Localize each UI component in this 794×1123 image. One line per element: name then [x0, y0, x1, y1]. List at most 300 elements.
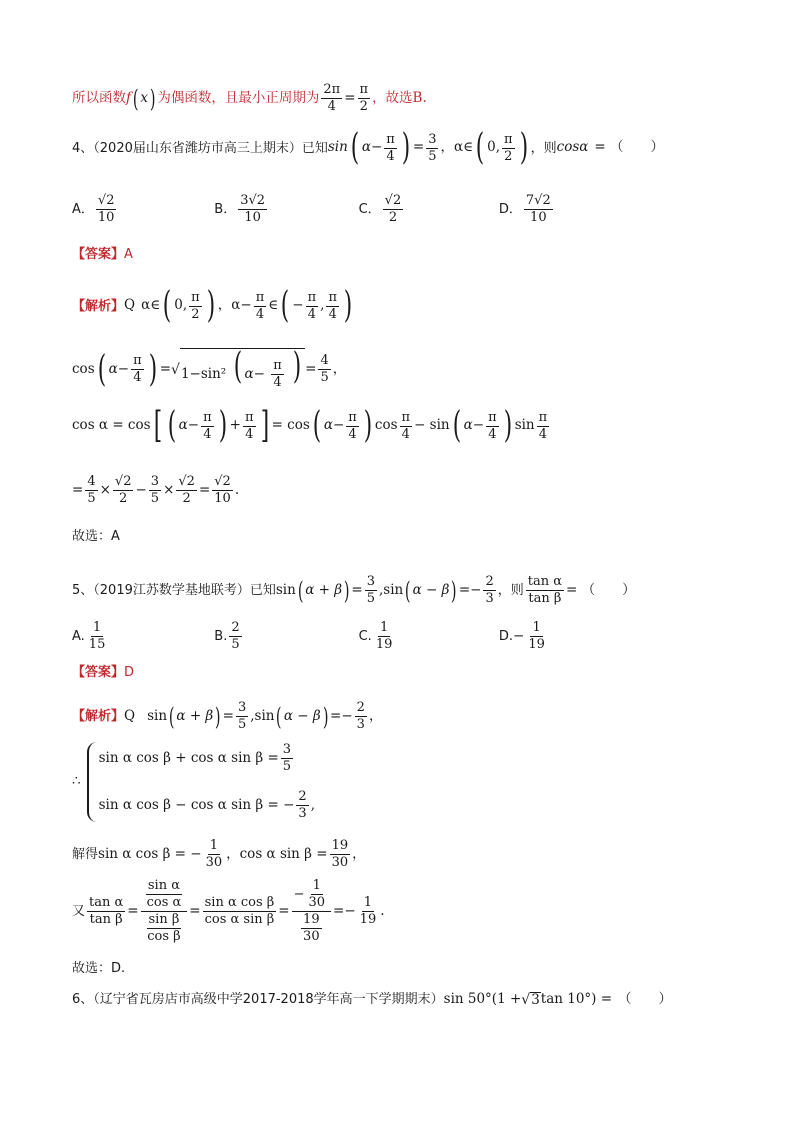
alpha: α [579, 139, 589, 156]
text: 0, [174, 297, 188, 314]
text: ，则 [530, 140, 557, 156]
denominator: 3 [356, 717, 365, 732]
equals: = [189, 902, 201, 919]
numerator: √2 [178, 474, 195, 489]
text: . [234, 481, 240, 498]
denominator: 15 [88, 637, 106, 652]
text: 解得 [72, 847, 99, 862]
text: 6、（辽宁省瓦房店市高级中学2017-2018学年高一下学期期末） [72, 992, 444, 1007]
equals: = [127, 902, 139, 919]
paren: ( [452, 405, 461, 446]
fraction [526, 574, 564, 607]
minus: − [187, 417, 200, 434]
numerator: π [359, 82, 369, 97]
denominator: 4 [203, 426, 212, 442]
paren: ( [163, 285, 172, 326]
option-d[interactable] [499, 620, 549, 653]
cos: cos [72, 360, 95, 377]
paren: ( [276, 702, 282, 731]
fraction [176, 474, 197, 507]
text: 5、（2019江苏数学基地联考）已知 [72, 583, 276, 598]
option-label: B. [214, 629, 228, 644]
numerator: sin α cos β [204, 895, 275, 910]
numerator: π [273, 358, 282, 373]
conclusion-line [72, 82, 427, 115]
fraction [281, 742, 293, 775]
question-4-analysis-3 [72, 405, 551, 446]
numerator: π [191, 289, 200, 305]
radical-sign: √ [171, 361, 180, 378]
paren: ) [519, 127, 528, 168]
denominator: 2 [359, 99, 368, 114]
fraction [254, 290, 267, 323]
equals: = [412, 139, 425, 156]
question-4-answer [72, 248, 133, 262]
numerator: π [504, 131, 513, 147]
text: 1−sin² [180, 366, 227, 382]
denominator: 5 [150, 491, 160, 506]
equals: = [351, 581, 363, 598]
option-label: D. [498, 629, 514, 644]
numerator: 3 [282, 742, 292, 757]
denominator: 4 [307, 306, 316, 322]
fraction [346, 410, 359, 443]
minus: − [344, 902, 356, 919]
fraction [189, 290, 202, 323]
question-6-stem [72, 992, 672, 1007]
fraction [243, 410, 256, 443]
fraction [486, 410, 499, 443]
denominator: 4 [386, 148, 395, 164]
sin: sin [275, 581, 296, 598]
numerator: π [401, 409, 411, 425]
fraction [203, 895, 277, 928]
fraction [149, 474, 161, 507]
question-5-ratio [72, 878, 385, 945]
numerator: 1 [532, 620, 541, 635]
numerator: π [386, 131, 395, 147]
numerator: 3 [150, 474, 160, 489]
fraction [212, 474, 233, 507]
numerator: π [328, 289, 337, 305]
option-a[interactable] [72, 620, 210, 653]
denominator: 5 [87, 491, 96, 506]
numerator: tan α [89, 895, 124, 910]
numerator: 2 [485, 574, 494, 589]
numerator: 19 [303, 912, 320, 927]
text: . [380, 902, 385, 919]
numerator: 3√2 [240, 193, 266, 208]
numerator: √2 [214, 474, 231, 489]
denominator [297, 912, 326, 945]
text: , [320, 297, 325, 314]
denominator: 5 [237, 717, 247, 732]
fraction [236, 700, 248, 733]
denominator: 2 [388, 210, 398, 225]
numerator: 1 [312, 878, 321, 893]
denominator: 10 [97, 210, 115, 225]
numerator: 2 [356, 700, 365, 715]
function-symbol: f [126, 89, 131, 106]
numerator: π [488, 409, 497, 425]
fraction [355, 700, 367, 733]
text: Q [124, 297, 136, 314]
equals: = [458, 581, 471, 598]
denominator: 3 [485, 591, 494, 606]
denominator: cos α [146, 895, 182, 910]
option-c[interactable] [359, 620, 495, 653]
minus: − [253, 366, 265, 382]
numerator: 2π [323, 82, 341, 97]
denominator: 5 [366, 591, 375, 606]
times: × [163, 481, 175, 498]
denominator: 30 [303, 929, 320, 944]
denominator: 4 [273, 375, 282, 390]
question-5-options [72, 620, 549, 653]
denominator: 10 [214, 491, 231, 506]
option-c[interactable] [359, 193, 495, 226]
equals: = [72, 481, 84, 498]
question-4-analysis-1 [72, 285, 355, 326]
equals: = [222, 707, 234, 724]
compound-fraction [141, 878, 188, 945]
text: tan 10°) = [540, 990, 613, 1007]
fraction [358, 895, 379, 928]
numerator: π [348, 409, 357, 425]
denominator: 5 [231, 637, 240, 652]
numerator: 1 [92, 620, 102, 635]
text: ， [368, 707, 383, 724]
denominator: 5 [428, 148, 437, 164]
numerator: π [133, 353, 142, 368]
fraction [483, 574, 495, 607]
question-5-system [72, 742, 315, 822]
bracket: ] [260, 405, 269, 446]
numerator: √2 [97, 193, 115, 208]
cos: cos [556, 139, 580, 156]
text: ，α− [217, 297, 252, 314]
numerator: π [307, 289, 317, 305]
question-4-analysis-2 [72, 348, 346, 391]
equals: = [330, 707, 342, 724]
option-label: C． [358, 202, 381, 217]
text: sin α cos β − cos α sin β = − [98, 796, 295, 813]
numerator: 4 [87, 474, 96, 489]
denominator: 10 [244, 210, 261, 225]
text: 4、（2020届山东省潍坊市高三上期末）已知 [72, 140, 328, 156]
option-label: C. [358, 629, 372, 644]
numerator: 7√2 [525, 193, 551, 208]
paren: ( [281, 285, 290, 326]
fraction [383, 193, 404, 226]
alpha-plus-beta: α + β [305, 581, 343, 598]
option-label: A． [72, 202, 94, 217]
denominator: 4 [245, 426, 254, 442]
fraction [201, 410, 214, 443]
paren: ) [218, 405, 227, 446]
answer-tag: 【答案】 [72, 247, 125, 262]
denominator: 30 [308, 895, 326, 910]
text: ， [332, 360, 347, 377]
fraction [384, 132, 397, 165]
numerator [292, 878, 331, 912]
sin: sin [147, 707, 168, 724]
numerator: 3 [237, 700, 247, 715]
denominator: 4 [255, 306, 265, 322]
numerator: √2 [114, 474, 132, 489]
alpha: α [361, 139, 371, 156]
paren: ) [215, 702, 221, 731]
times: × [99, 481, 111, 498]
alpha-plus-beta: α + β [176, 707, 214, 724]
minus: − [293, 886, 305, 902]
text: ，α∈ [440, 139, 474, 156]
option-a[interactable] [72, 193, 210, 226]
fraction [229, 620, 241, 653]
fraction [502, 132, 515, 165]
fraction [330, 838, 351, 871]
text: 为偶函数，且最小正周期为 [157, 89, 320, 106]
minus: − [472, 417, 485, 434]
paren: ) [363, 405, 373, 446]
text: sin α cos β + cos α sin β = [98, 749, 279, 766]
numerator: 4 [320, 353, 329, 368]
denominator: 2 [119, 491, 128, 506]
fraction [426, 132, 438, 165]
question-4-options [72, 193, 555, 226]
fraction [358, 82, 371, 115]
fraction [87, 620, 108, 653]
paren: ) [292, 346, 302, 387]
cos: cos [374, 417, 398, 434]
alpha: α [178, 417, 188, 434]
denominator [141, 912, 186, 945]
fraction [271, 358, 284, 391]
numerator: sin α [147, 878, 180, 893]
numerator: √2 [384, 193, 402, 208]
question-4-choose: 故选：A [72, 529, 120, 544]
bracket: [ [153, 405, 162, 446]
text: 所以函数 [72, 89, 126, 106]
fraction [374, 620, 395, 653]
option-b[interactable] [214, 193, 354, 226]
fraction [85, 474, 97, 507]
alpha: α [323, 417, 333, 434]
denominator: 4 [133, 370, 142, 385]
alpha: α [463, 417, 473, 434]
denominator: cos α sin β [204, 912, 275, 927]
denominator: 10 [530, 210, 547, 225]
paren: ( [97, 348, 106, 390]
numerator: 1 [209, 838, 218, 853]
fraction [321, 82, 342, 115]
minus: − [117, 360, 130, 377]
question-5-answer [72, 666, 134, 680]
denominator: 4 [328, 306, 337, 322]
denominator: 5 [320, 370, 329, 385]
minus: − [470, 581, 482, 598]
paren: ( [350, 127, 360, 168]
paren: ( [475, 127, 485, 168]
denominator: 4 [348, 426, 357, 442]
paren: ) [148, 348, 157, 390]
text: ， [226, 845, 240, 862]
fraction [296, 789, 308, 822]
text: ， [352, 845, 366, 862]
fraction [96, 193, 117, 226]
alpha: α [244, 366, 254, 382]
paren: ) [206, 285, 215, 326]
radicand: 3 [531, 992, 540, 1008]
answer-value: A [124, 247, 133, 262]
text: ，故选B. [372, 89, 427, 106]
numerator: π [203, 409, 212, 425]
minus: − [341, 707, 353, 724]
var-x: x [140, 89, 148, 106]
text: sin 50°(1 + [443, 990, 522, 1007]
paren: ( [167, 405, 176, 446]
fraction [204, 838, 225, 871]
minus: − [135, 481, 147, 498]
alpha-minus-beta: α − β [283, 707, 321, 724]
minus: − [332, 417, 345, 434]
text: cos α sin β = [239, 845, 328, 862]
text: = （ ） [594, 139, 665, 156]
equals: = [278, 902, 290, 919]
numerator [141, 878, 188, 912]
denominator: 30 [331, 855, 349, 870]
text: ∈ [268, 297, 279, 314]
plus: + [229, 417, 241, 434]
text: = cos [271, 417, 310, 434]
denominator: 4 [327, 99, 336, 114]
numerator: π [255, 289, 265, 305]
numerator: 2 [231, 620, 240, 635]
denominator: 2 [191, 306, 200, 322]
equals: = [333, 902, 345, 919]
denominator: 5 [282, 759, 292, 774]
question-4-analysis-4 [72, 474, 239, 507]
paren: ) [149, 84, 156, 113]
numerator: 1 [379, 620, 389, 635]
text: = （ ） [566, 581, 636, 598]
fraction [326, 290, 339, 323]
paren: ) [451, 576, 457, 605]
option-label: D． [498, 202, 522, 217]
text: − sin [414, 417, 450, 434]
radical-sign: √ [521, 991, 531, 1008]
paren: ) [343, 576, 350, 605]
question-4-stem [72, 127, 665, 168]
denominator: tan β [89, 912, 123, 927]
answer-tag: 【答案】 [72, 665, 125, 680]
equals: = [305, 360, 317, 377]
equals: = [344, 89, 356, 106]
alpha: α [108, 360, 118, 377]
denominator: 2 [182, 491, 191, 506]
denominator: cos β [147, 929, 181, 944]
fraction [238, 193, 267, 226]
minus: − [370, 139, 383, 156]
option-b[interactable] [214, 620, 354, 653]
option-label: A. [72, 629, 85, 644]
denominator: 4 [401, 426, 410, 442]
analysis-tag: 【解析】 [72, 298, 125, 314]
question-5-choose: 故选：D. [72, 961, 126, 976]
option-d[interactable] [499, 193, 555, 226]
text: sin α cos β = − [98, 845, 202, 862]
answer-value: D [124, 665, 135, 680]
numerator: π [244, 409, 254, 425]
equals: = [159, 360, 172, 377]
denominator: 4 [488, 426, 497, 442]
denominator: 19 [359, 912, 377, 927]
denominator: 19 [375, 637, 393, 652]
denominator: 2 [504, 148, 513, 164]
sign: − [513, 627, 525, 644]
paren: ) [343, 285, 353, 326]
denominator: 30 [205, 855, 223, 870]
fraction [306, 290, 319, 323]
text: α∈ [141, 297, 161, 314]
question-5-stem: 5、（2019江苏数学基地联考）已知 sin ( α + β ) = $\frac{3}{5}$ , sin ( α − β ) = − $\frac{2}{3}$ ，则 $\frac{\text{tan α}}{\text{tan β}}$ = （ ） [72, 574, 636, 606]
denominator: tan β [528, 591, 562, 606]
text: （ ） [618, 990, 673, 1007]
fraction [526, 620, 547, 653]
alpha-minus-beta: α − β [412, 581, 450, 598]
equation-system: sin α cos β + cos α sin β = $\frac{3}{5}$ sin α cos β − cos α sin β = − $\frac{2}{3}$ , [87, 742, 315, 822]
question-5-analysis-1: 【解析】 Q sin ( α + β ) = $\frac{3}{5}$ , sin ( α − β ) = − $\frac{2}{3}$ ， [72, 700, 383, 732]
text: 0, [487, 139, 501, 156]
compound-fraction [292, 878, 331, 945]
numerator: π [538, 409, 548, 425]
question-5-solve [72, 838, 366, 871]
paren: ( [132, 84, 139, 113]
fraction [365, 574, 377, 607]
text: cos α = cos [72, 417, 151, 434]
numerator: tan α [527, 574, 562, 589]
text: 又 [72, 904, 86, 919]
sin: sin [383, 581, 404, 598]
analysis-tag: 【解析】 [72, 709, 125, 724]
paren: ( [297, 576, 304, 605]
paren: ) [401, 127, 411, 168]
equals: = [198, 481, 211, 498]
sin: sin [327, 139, 348, 156]
text: ，则 [497, 583, 524, 598]
fraction [400, 410, 413, 443]
sin: sin [254, 707, 275, 724]
denominator: 4 [538, 426, 548, 442]
numerator: 3 [366, 574, 375, 589]
numerator: 2 [298, 789, 307, 804]
paren: ) [322, 702, 329, 731]
numerator: sin β [148, 912, 180, 927]
denominator: 3 [298, 806, 307, 821]
radicand [180, 348, 305, 391]
paren: ( [168, 702, 175, 731]
paren: ) [503, 405, 512, 446]
fraction [524, 193, 553, 226]
therefore-symbol: ∴ [72, 773, 81, 790]
paren: ( [312, 405, 322, 446]
denominator: 19 [528, 637, 545, 652]
option-label: B． [214, 202, 237, 217]
fraction [537, 410, 550, 443]
paren: ( [233, 346, 242, 387]
fraction [131, 353, 144, 386]
text: − [292, 297, 304, 314]
